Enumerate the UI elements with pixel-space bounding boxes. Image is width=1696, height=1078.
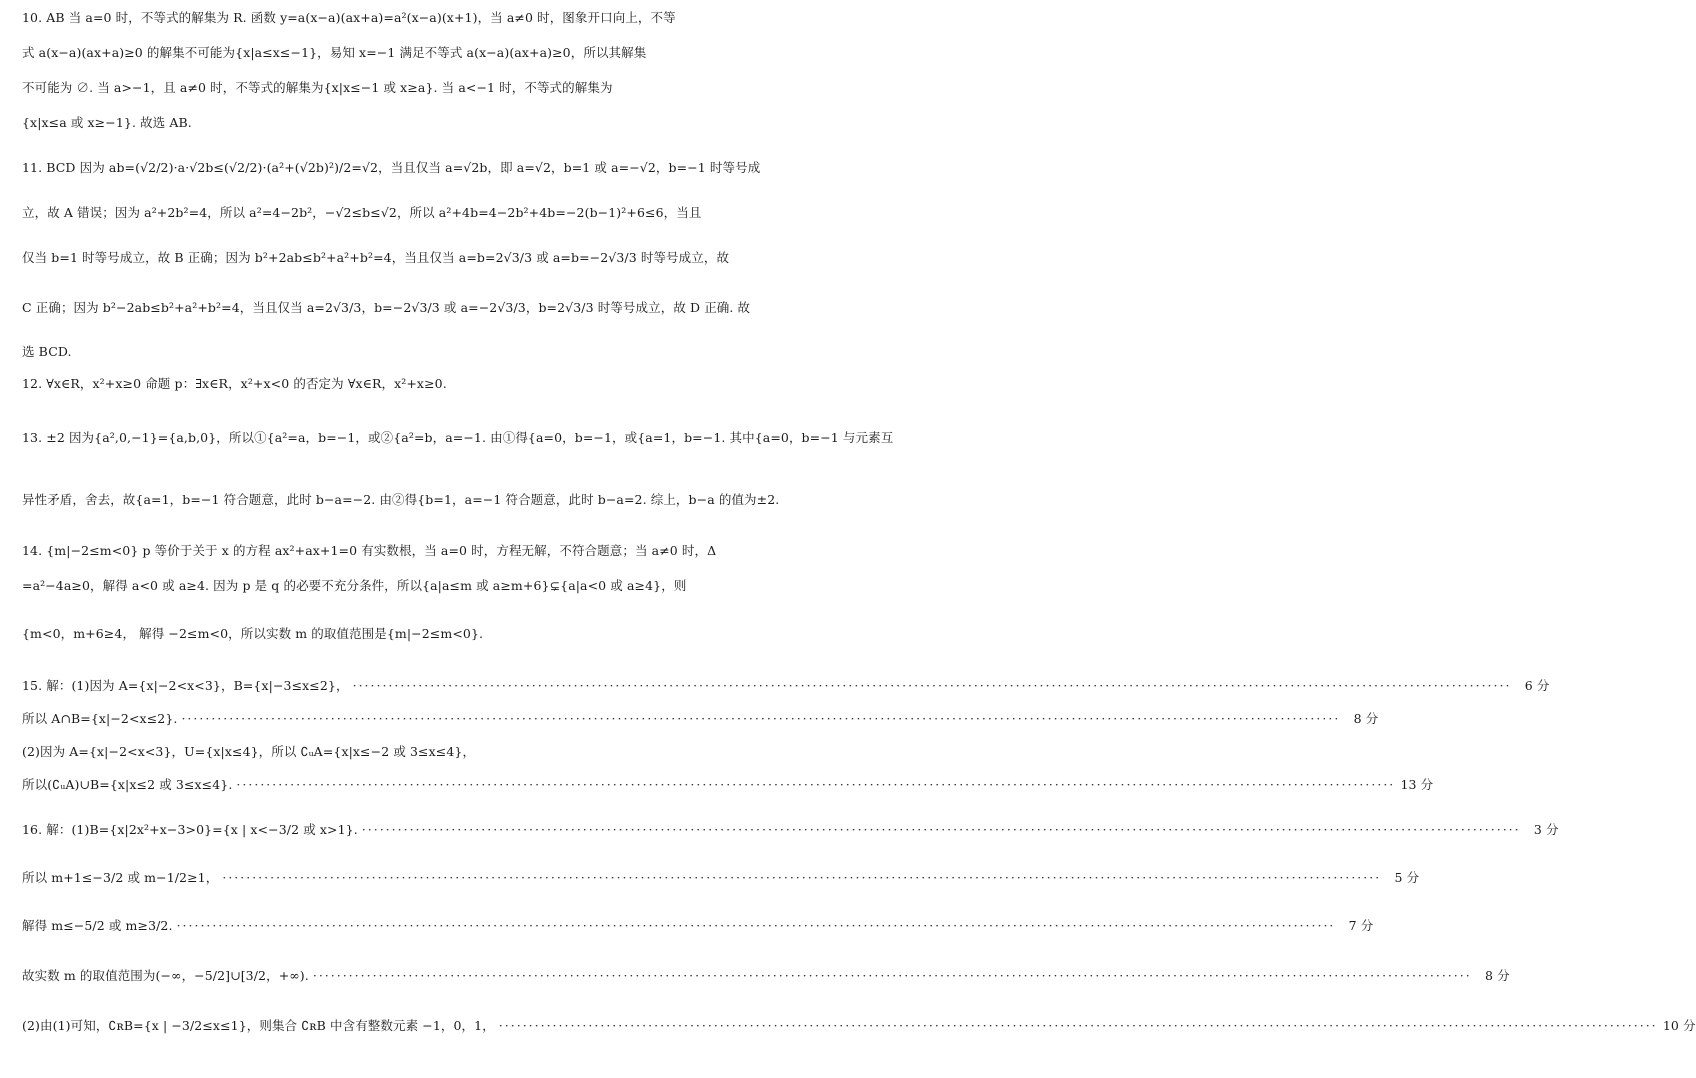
q15-text-2: 所以 A∩B={x|−2<x≤2}. (22, 711, 178, 726)
q11-line-1: 11. BCD 因为 ab=(√2/2)·a·√2b≤(√2/2)·(a²+(√2b)²)/2=√2，当且仅当 a=√2b，即 a=√2，b=1 或 a=−√2，b=−1 时等号成 (22, 160, 761, 175)
q16-line-3 (22, 918, 1374, 934)
q16-line-2 (22, 870, 1420, 886)
q11-line-3: 仅当 b=1 时等号成立，故 B 正确；因为 b²+2ab≤b²+a²+b²=4，当且仅当 a=b=2√3/3 或 a=b=−2√3/3 时等号成立，故 (22, 250, 730, 265)
q16-text-3: 解得 m≤−5/2 或 m≥3/2. (22, 918, 173, 933)
q11-line-4: C 正确；因为 b²−2ab≤b²+a²+b²=4，当且仅当 a=2√3/3，b=−2√3/3 或 a=−2√3/3，b=2√3/3 时等号成立，故 D 正确. 故 (22, 300, 751, 315)
q16-score-3: 7 分 (1348, 918, 1374, 933)
q16-score-1: 3 分 (1533, 822, 1559, 837)
q14-line-2: =a²−4a≥0，解得 a<0 或 a≥4. 因为 p 是 q 的必要不充分条件，所以{a|a≤m 或 a≥m+6}⊊{a|a<0 或 a≥4}，则 (22, 578, 687, 593)
q10-line-3: 不可能为 ∅. 当 a>−1，且 a≠0 时，不等式的解集为{x|x≤−1 或 x≥a}. 当 a<−1 时，不等式的解集为 (22, 80, 613, 95)
q16-text-1: 16. 解：(1)B={x|2x²+x−3>0}={x | x<−3/2 或 x>1}. (22, 822, 358, 837)
q13-line-2: 异性矛盾，舍去，故{a=1，b=−1 符合题意，此时 b−a=−2. 由②得{b=1，a=−1 符合题意，此时 b−a=2. 综上，b−a 的值为±2. (22, 492, 780, 507)
q15-score-2: 8 分 (1353, 711, 1379, 726)
q14-line-3: {m<0，m+6≥4， 解得 −2≤m<0，所以实数 m 的取值范围是{m|−2≤m<0}. (22, 626, 484, 641)
q10-line-2: 式 a(x−a)(ax+a)≥0 的解集不可能为{x|a≤x≤−1}，易知 x=−1 满足不等式 a(x−a)(ax+a)≥0，所以其解集 (22, 45, 647, 60)
q16-text-5: (2)由(1)可知，∁ʀB={x | −3/2≤x≤1}，则集合 ∁ʀB 中含有整数元素 −1，0，1， (22, 1018, 495, 1033)
q15-line-1 (22, 678, 1550, 694)
q11-line-5: 选 BCD. (22, 344, 72, 359)
leader-dots (236, 777, 1395, 793)
q16-score-2: 5 分 (1394, 870, 1420, 885)
q16-line-5 (22, 1018, 1696, 1034)
q15-text-4: 所以(∁ᵤA)∪B={x|x≤2 或 3≤x≤4}. (22, 777, 233, 792)
leader-dots (313, 968, 1472, 984)
leader-dots (353, 678, 1512, 694)
q16-line-4 (22, 968, 1510, 984)
q16-text-4: 故实数 m 的取值范围为(−∞，−5/2]∪[3/2，+∞). (22, 968, 309, 983)
q10-line-4: {x|x≤a 或 x≥−1}. 故选 AB. (22, 115, 192, 130)
q15-score-1: 6 分 (1524, 678, 1550, 693)
q13-line-1: 13. ±2 因为{a²,0,−1}={a,b,0}，所以①{a²=a，b=−1，或②{a²=b，a=−1. 由①得{a=0，b=−1，或{a=1，b=−1. 其中{a=0，b=−1 与元素互 (22, 430, 894, 445)
q16-score-5: 10 分 (1662, 1018, 1696, 1033)
q15-line-2 (22, 711, 1379, 727)
q11-line-2: 立，故 A 错误；因为 a²+2b²=4，所以 a²=4−2b²，−√2≤b≤√2，所以 a²+4b=4−2b²+4b=−2(b−1)²+6≤6，当且 (22, 205, 702, 220)
q14-line-1: 14. {m|−2≤m<0} p 等价于关于 x 的方程 ax²+ax+1=0 有实数根，当 a=0 时，方程无解，不符合题意；当 a≠0 时，Δ (22, 543, 717, 558)
q15-line-4 (22, 777, 1434, 793)
leader-dots (499, 1018, 1658, 1034)
q10-line-1: 10. AB 当 a=0 时，不等式的解集为 R. 函数 y=a(x−a)(ax+a)=a²(x−a)(x+1)，当 a≠0 时，图象开口向上，不等 (22, 10, 676, 25)
leader-dots (362, 822, 1521, 838)
leader-dots (177, 918, 1336, 934)
q15-score-4: 13 分 (1400, 777, 1434, 792)
leader-dots (222, 870, 1381, 886)
leader-dots (181, 711, 1340, 727)
q15-text-1: 15. 解：(1)因为 A={x|−2<x<3}，B={x|−3≤x≤2}， (22, 678, 349, 693)
q16-line-1 (22, 822, 1559, 838)
q16-score-4: 8 分 (1484, 968, 1510, 983)
q12-line-1: 12. ∀x∈R，x²+x≥0 命题 p：∃x∈R，x²+x<0 的否定为 ∀x∈R，x²+x≥0. (22, 376, 447, 391)
q15-line-3: (2)因为 A={x|−2<x<3}，U={x|x≤4}，所以 ∁ᵤA={x|x≤−2 或 3≤x≤4}， (22, 744, 476, 759)
q16-text-2: 所以 m+1≤−3/2 或 m−1/2≥1， (22, 870, 219, 885)
